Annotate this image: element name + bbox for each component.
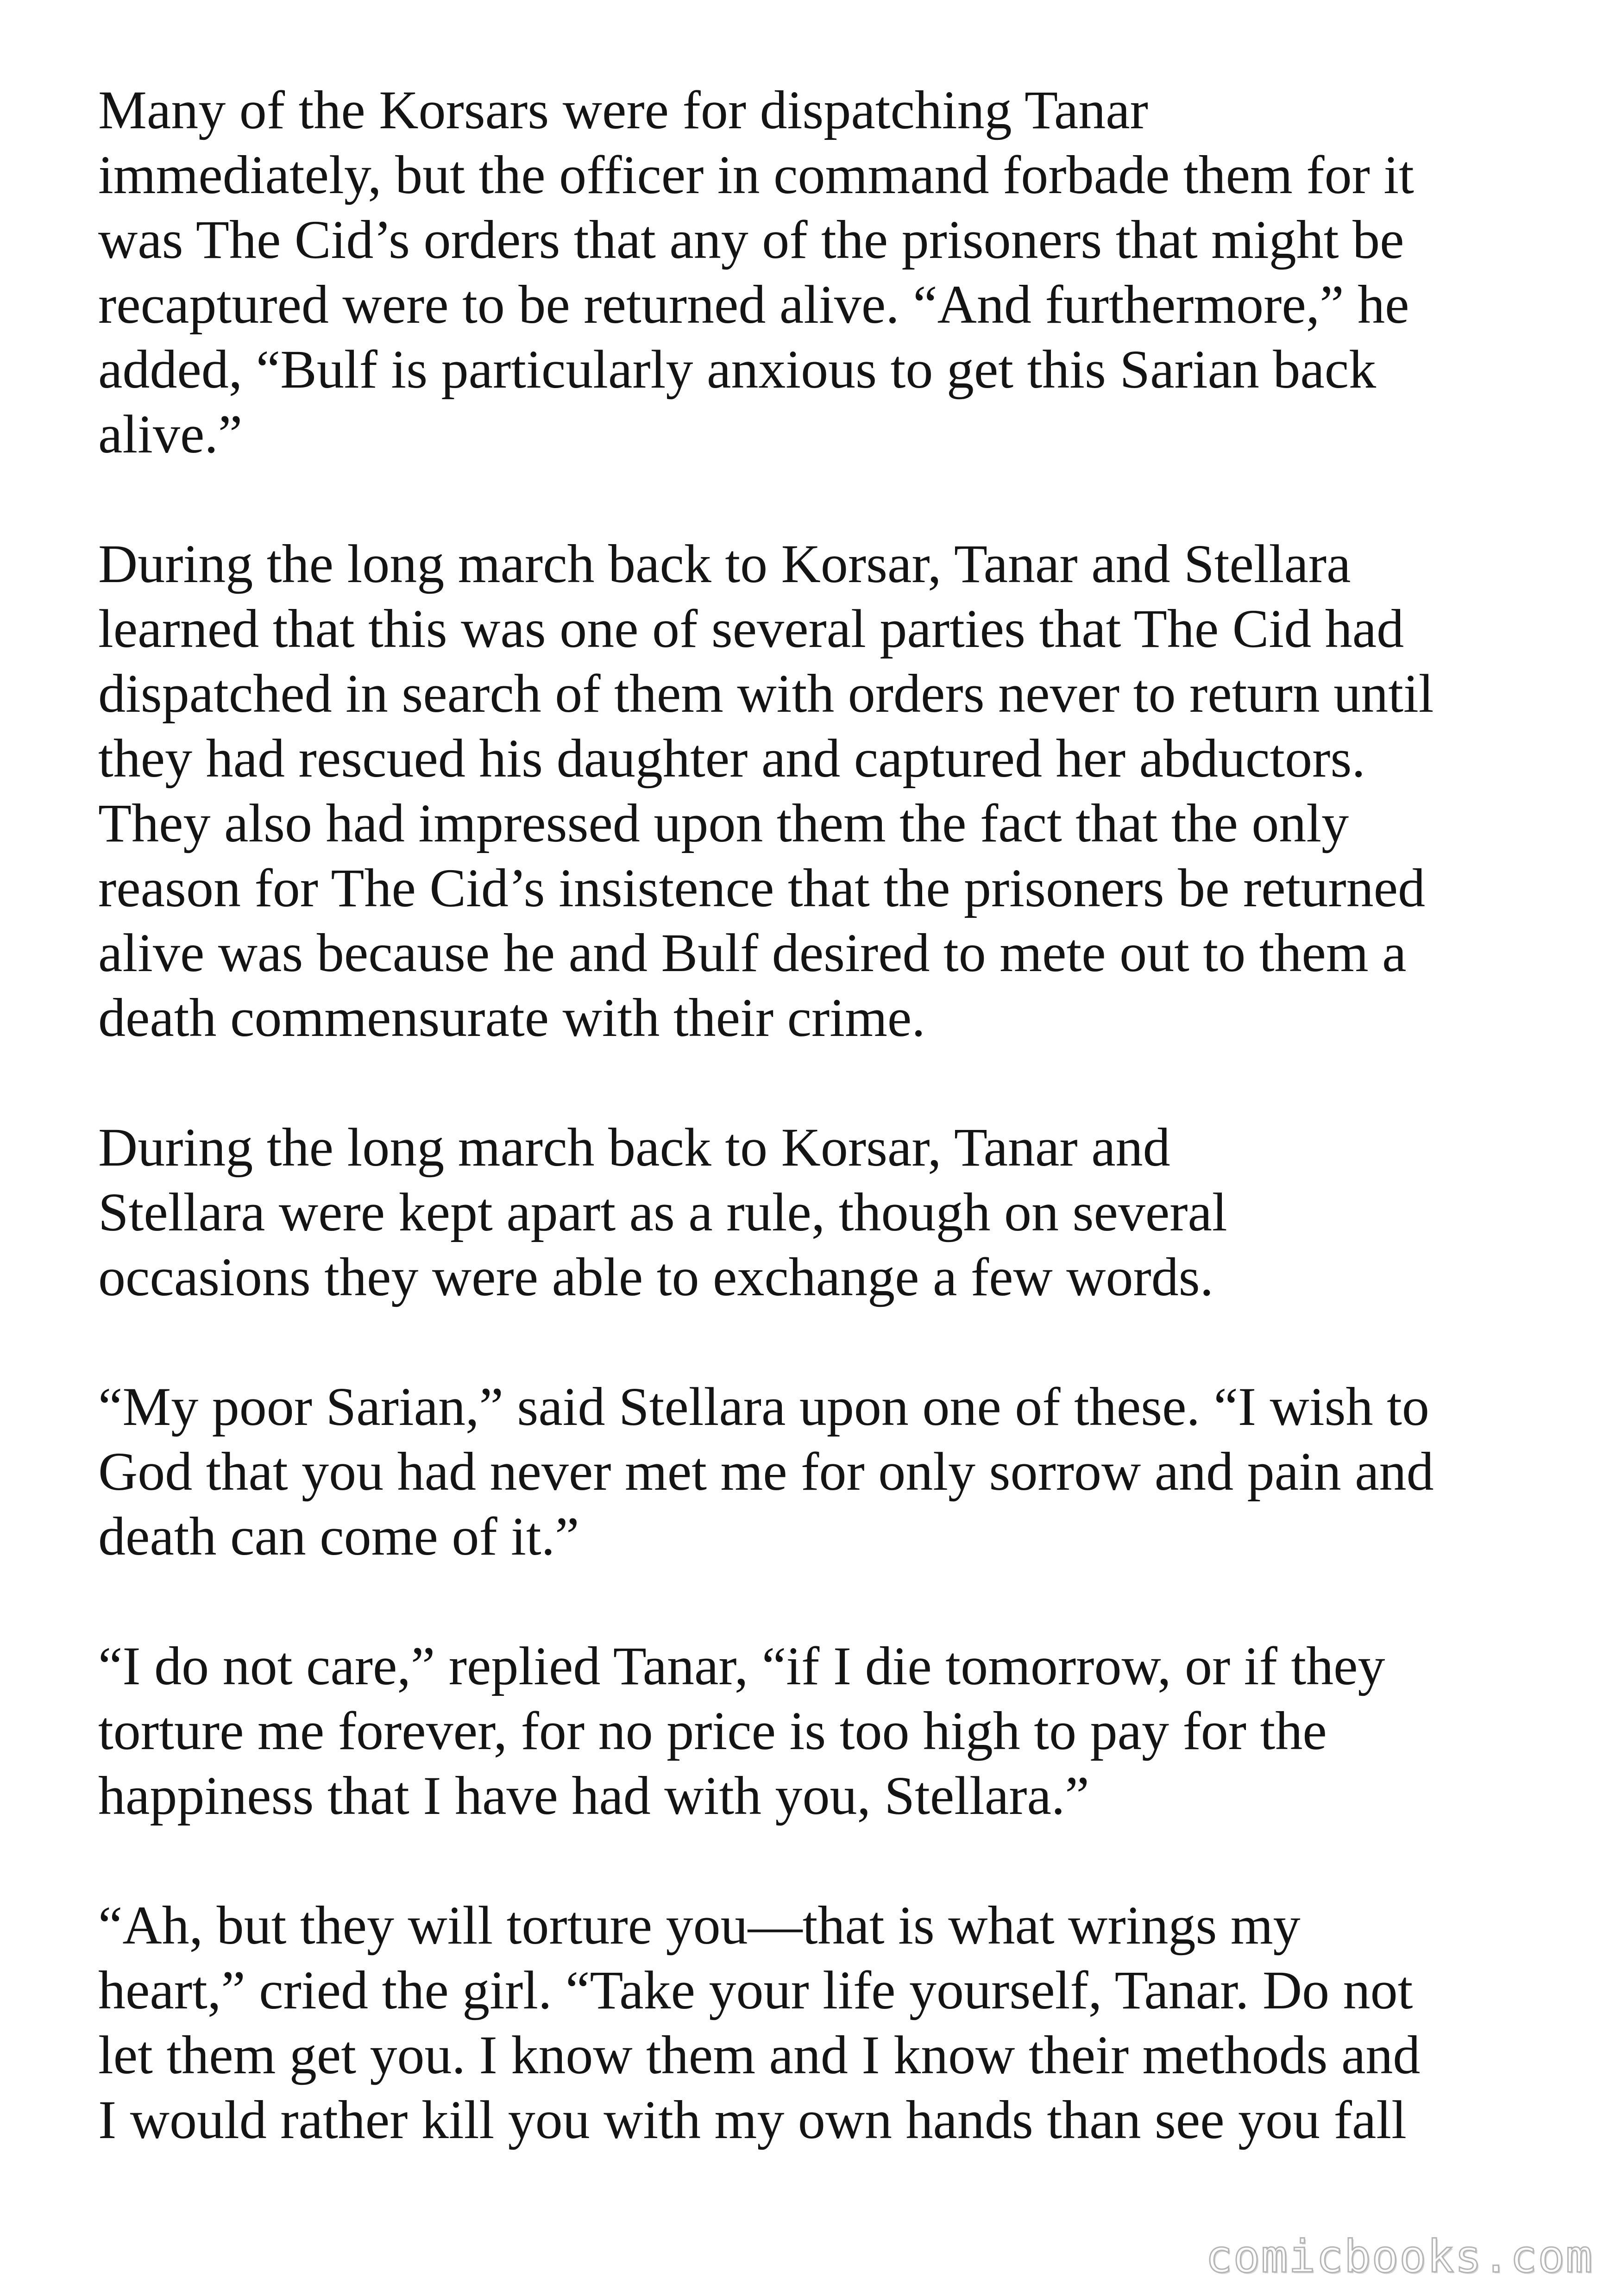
text-line: added, “Bulf is particularly anxious to get this Sarian back xyxy=(98,339,1377,400)
text-line: occasions they were able to exchange a few words. xyxy=(98,1247,1214,1307)
text-line: Stellara were kept apart as a rule, though on several xyxy=(98,1182,1227,1242)
text-line: learned that this was one of several parties that The Cid had xyxy=(98,598,1404,659)
paragraph xyxy=(98,532,1562,1050)
text-line: I would rather kill you with my own hands than see you fall xyxy=(98,2089,1407,2150)
text-line: alive was because he and Bulf desired to mete out to them a xyxy=(98,922,1407,983)
text-line: “I do not care,” replied Tanar, “if I die tomorrow, or if they xyxy=(98,1636,1385,1696)
text-line: reason for The Cid’s insistence that the prisoners be returned xyxy=(98,858,1426,918)
paragraph xyxy=(98,78,1562,467)
text-line: recaptured were to be returned alive. “And furthermore,” he xyxy=(98,274,1409,335)
paragraph xyxy=(98,1374,1562,1569)
text-line: death can come of it.” xyxy=(98,1506,579,1567)
text-line: let them get you. I know them and I know their methods and xyxy=(98,2025,1421,2085)
text-line: Many of the Korsars were for dispatching Tanar xyxy=(98,80,1148,140)
text-line: they had rescued his daughter and captured her abductors. xyxy=(98,728,1365,789)
text-line: “My poor Sarian,” said Stellara upon one of these. “I wish to xyxy=(98,1376,1429,1437)
text-line: God that you had never met me for only sorrow and pain and xyxy=(98,1441,1434,1502)
paragraph xyxy=(98,1115,1562,1310)
text-line: During the long march back to Korsar, Tanar and Stellara xyxy=(98,533,1351,594)
text-line: alive.” xyxy=(98,404,243,464)
paragraph xyxy=(98,1893,1562,2152)
text-line: torture me forever, for no price is too high to pay for the xyxy=(98,1700,1327,1761)
paragraph xyxy=(98,1634,1562,1828)
text-line: death commensurate with their crime. xyxy=(98,987,925,1048)
text-line: They also had impressed upon them the fact that the only xyxy=(98,793,1349,853)
text-line: immediately, but the officer in command forbade them for it xyxy=(98,144,1414,205)
text-line: During the long march back to Korsar, Tanar and xyxy=(98,1117,1170,1178)
text-line: heart,” cried the girl. “Take your life yourself, Tanar. Do not xyxy=(98,1960,1413,2020)
text-column xyxy=(98,78,1562,2152)
text-line: happiness that I have had with you, Stellara.” xyxy=(98,1765,1089,1826)
text-line: “Ah, but they will torture you—that is what wrings my xyxy=(98,1895,1301,1956)
site-watermark: comicbooks.com xyxy=(1205,2231,1593,2283)
text-line: was The Cid’s orders that any of the prisoners that might be xyxy=(98,209,1404,270)
text-line: dispatched in search of them with orders never to return until xyxy=(98,663,1434,724)
